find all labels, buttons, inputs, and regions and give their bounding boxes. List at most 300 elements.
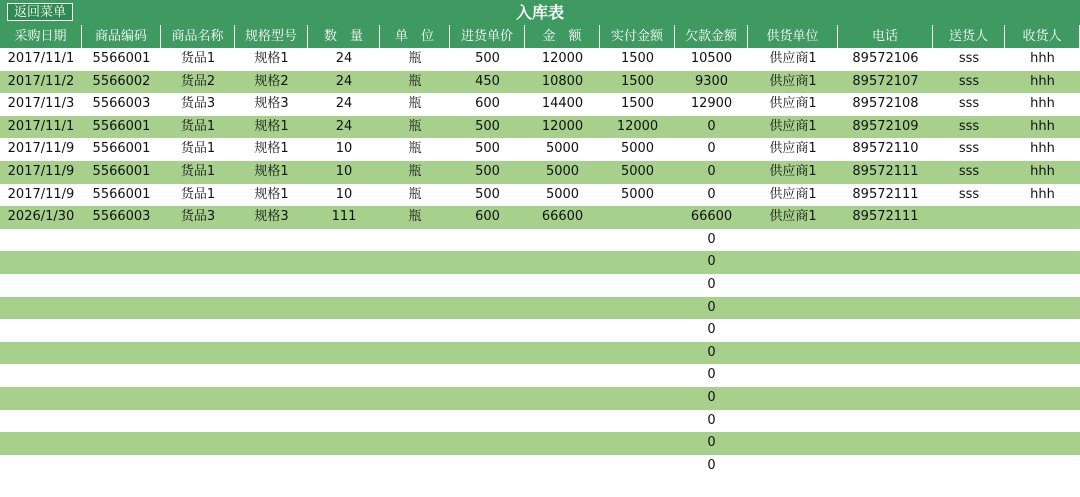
table-cell[interactable] (308, 387, 380, 410)
table-cell[interactable] (1005, 342, 1080, 365)
table-row (0, 251, 1080, 274)
table-cell[interactable] (525, 274, 600, 297)
table-cell[interactable]: 14400 (541, 96, 584, 112)
table-cell[interactable] (1005, 274, 1080, 297)
table-cell[interactable] (600, 319, 675, 342)
table-cell[interactable] (308, 432, 380, 455)
table-cell[interactable]: hhh (1030, 163, 1055, 179)
table-cell[interactable] (838, 297, 933, 320)
table-cell[interactable] (600, 274, 675, 297)
table-cell[interactable] (235, 387, 308, 410)
table-cell[interactable] (161, 410, 235, 433)
table-cell[interactable] (308, 319, 380, 342)
table-cell[interactable]: 24 (335, 51, 353, 66)
table-cell[interactable]: 0 (707, 412, 716, 428)
table-cell[interactable]: 500 (475, 141, 500, 157)
table-cell[interactable] (380, 229, 450, 252)
table-cell[interactable] (82, 297, 161, 320)
table-cell[interactable]: sss (958, 141, 980, 157)
table-cell[interactable] (308, 342, 380, 365)
table-cell[interactable]: 0 (707, 435, 716, 451)
table-cell[interactable]: 2017/11/2 (7, 73, 75, 89)
column-header[interactable]: 规格型号 (235, 25, 308, 48)
table-cell[interactable] (838, 364, 933, 387)
table-cell[interactable]: 瓶 (408, 118, 422, 134)
table-cell[interactable] (600, 455, 675, 478)
table-cell[interactable] (525, 297, 600, 320)
table-cell[interactable]: 500 (475, 186, 500, 202)
table-cell[interactable] (450, 387, 525, 410)
table-cell[interactable]: 5000 (545, 163, 580, 179)
table-cell[interactable]: 瓶 (408, 209, 422, 225)
column-header[interactable]: 单 位 (380, 25, 450, 48)
table-cell[interactable] (838, 387, 933, 410)
table-cell[interactable] (308, 455, 380, 478)
table-cell[interactable]: 0 (707, 367, 716, 383)
table-cell[interactable] (0, 274, 82, 297)
table-row (0, 432, 1080, 455)
table-cell[interactable] (1005, 364, 1080, 387)
table-cell[interactable] (235, 251, 308, 274)
table-cell[interactable] (838, 342, 933, 365)
table-cell[interactable]: 0 (707, 457, 716, 473)
table-cell[interactable]: 12000 (541, 118, 584, 134)
table-cell[interactable]: 货品3 (180, 209, 216, 225)
table-cell[interactable] (0, 387, 82, 410)
table-cell[interactable]: 供应商1 (769, 51, 817, 66)
table-cell[interactable]: 5000 (545, 186, 580, 202)
table-header (0, 25, 1080, 48)
table-cell[interactable]: sss (958, 73, 980, 89)
table-row (0, 48, 1080, 71)
table-cell[interactable] (82, 432, 161, 455)
table-cell[interactable] (308, 410, 380, 433)
table-cell[interactable] (1005, 410, 1080, 433)
table-cell[interactable]: 0 (707, 344, 716, 360)
table-cell[interactable]: 500 (475, 118, 500, 134)
table-cell[interactable]: 供应商1 (769, 209, 817, 225)
table-cell[interactable] (380, 297, 450, 320)
table-cell[interactable]: 89572111 (852, 186, 919, 202)
table-cell[interactable] (380, 251, 450, 274)
column-header[interactable]: 收货人 (1005, 25, 1080, 48)
table-cell[interactable]: hhh (1030, 141, 1055, 157)
table-cell[interactable]: 瓶 (408, 163, 422, 179)
table-cell[interactable] (235, 342, 308, 365)
table-cell[interactable]: 5566001 (92, 186, 151, 202)
table-cell[interactable] (0, 342, 82, 365)
table-cell[interactable]: 12000 (541, 51, 584, 66)
table-cell[interactable]: 瓶 (408, 96, 422, 112)
table-cell[interactable] (0, 410, 82, 433)
table-cell[interactable]: 2026/1/30 (7, 209, 75, 225)
table-cell[interactable]: 0 (707, 141, 716, 157)
table-cell[interactable]: 5566002 (92, 73, 151, 89)
table-cell[interactable]: 2017/11/1 (7, 118, 75, 134)
table-cell[interactable] (82, 229, 161, 252)
table-cell[interactable]: 0 (707, 186, 716, 202)
table-cell[interactable]: sss (958, 96, 980, 112)
table-cell[interactable] (838, 251, 933, 274)
table-cell[interactable] (600, 251, 675, 274)
table-cell[interactable]: 5566003 (92, 96, 151, 112)
table-cell[interactable]: hhh (1030, 96, 1055, 112)
table-cell[interactable] (933, 229, 1005, 252)
table-row (0, 138, 1080, 161)
table-cell[interactable] (933, 364, 1005, 387)
table-cell[interactable] (933, 410, 1005, 433)
table-row (0, 116, 1080, 139)
table-cell[interactable] (0, 319, 82, 342)
table-row (0, 364, 1080, 387)
table-row (0, 455, 1080, 478)
table-cell[interactable]: 9300 (694, 73, 729, 89)
table-cell[interactable]: 600 (475, 209, 500, 225)
table-cell[interactable] (0, 251, 82, 274)
table-cell[interactable]: 5566001 (92, 51, 151, 66)
table-row (0, 71, 1080, 94)
table-cell[interactable] (838, 274, 933, 297)
table-cell[interactable] (600, 297, 675, 320)
column-header[interactable]: 数 量 (308, 25, 380, 48)
table-cell[interactable] (161, 319, 235, 342)
table-cell[interactable] (1005, 229, 1080, 252)
table-cell[interactable] (933, 455, 1005, 478)
table-cell[interactable]: 货品1 (180, 141, 216, 157)
table-cell[interactable]: sss (958, 51, 980, 66)
table-cell[interactable] (748, 432, 838, 455)
table-cell[interactable]: 66600 (541, 209, 584, 225)
table-cell[interactable]: 1500 (620, 96, 655, 112)
table-cell[interactable] (450, 342, 525, 365)
column-header[interactable]: 送货人 (933, 25, 1005, 48)
table-cell[interactable] (748, 387, 838, 410)
table-cell[interactable] (838, 229, 933, 252)
table-cell[interactable]: 0 (707, 254, 716, 270)
table-cell[interactable]: 供应商1 (769, 163, 817, 179)
table-cell[interactable] (82, 251, 161, 274)
table-cell[interactable]: 24 (335, 96, 353, 112)
table-cell[interactable]: 111 (331, 209, 357, 225)
table-cell[interactable]: 2017/11/3 (7, 96, 75, 112)
table-cell[interactable]: 规格3 (254, 96, 289, 112)
table-cell[interactable] (308, 251, 380, 274)
table-cell[interactable] (525, 410, 600, 433)
table-cell[interactable]: 供应商1 (769, 96, 817, 112)
table-cell[interactable] (525, 432, 600, 455)
table-cell[interactable]: 瓶 (408, 141, 422, 157)
table-cell[interactable]: hhh (1030, 186, 1055, 202)
table-cell[interactable]: 5000 (620, 141, 655, 157)
table-cell[interactable]: 0 (707, 299, 716, 315)
table-cell[interactable]: 500 (475, 51, 500, 66)
table-cell[interactable]: 供应商1 (769, 141, 817, 157)
table-cell[interactable] (450, 455, 525, 478)
table-cell[interactable] (933, 297, 1005, 320)
table-cell[interactable] (235, 364, 308, 387)
table-cell[interactable] (450, 274, 525, 297)
table-cell[interactable] (161, 342, 235, 365)
table-cell[interactable]: 0 (707, 322, 716, 338)
table-cell[interactable] (235, 455, 308, 478)
table-cell[interactable] (525, 342, 600, 365)
table-cell[interactable] (308, 274, 380, 297)
table-cell[interactable]: 瓶 (408, 51, 422, 66)
table-cell[interactable] (308, 364, 380, 387)
table-cell[interactable] (1005, 319, 1080, 342)
sheet-title: 入库表 (515, 3, 564, 22)
table-cell[interactable]: 24 (335, 118, 353, 134)
table-cell[interactable] (838, 432, 933, 455)
table-cell[interactable]: 5000 (620, 186, 655, 202)
table-cell[interactable] (933, 387, 1005, 410)
table-cell[interactable] (235, 432, 308, 455)
table-cell[interactable] (82, 364, 161, 387)
table-cell[interactable] (933, 206, 1005, 229)
table-cell[interactable] (82, 387, 161, 410)
table-cell[interactable]: 瓶 (408, 73, 422, 89)
table-cell[interactable]: sss (958, 186, 980, 202)
table-cell[interactable]: 12000 (616, 118, 659, 134)
table-cell[interactable] (450, 364, 525, 387)
table-cell[interactable] (600, 387, 675, 410)
table-cell[interactable]: 10 (335, 186, 353, 202)
table-cell[interactable] (161, 455, 235, 478)
table-cell[interactable] (1005, 387, 1080, 410)
column-header[interactable]: 商品名称 (161, 25, 235, 48)
table-cell[interactable]: 2017/11/9 (7, 141, 75, 157)
table-cell[interactable] (308, 229, 380, 252)
table-cell[interactable] (600, 364, 675, 387)
table-row (0, 184, 1080, 207)
table-cell[interactable]: 0 (707, 276, 716, 292)
table-cell[interactable]: 10800 (541, 73, 584, 89)
table-cell[interactable] (82, 342, 161, 365)
table-cell[interactable] (748, 364, 838, 387)
column-header[interactable]: 采购日期 (0, 25, 82, 48)
table-cell[interactable] (1005, 455, 1080, 478)
table-cell[interactable]: 2017/11/1 (7, 51, 75, 66)
table-cell[interactable]: 0 (707, 118, 716, 134)
table-cell[interactable]: sss (958, 118, 980, 134)
table-row (0, 93, 1080, 116)
table-cell[interactable]: 10 (335, 141, 353, 157)
table-cell[interactable] (748, 251, 838, 274)
table-cell[interactable] (0, 432, 82, 455)
table-cell[interactable] (748, 229, 838, 252)
table-cell[interactable]: 10 (335, 163, 353, 179)
table-cell[interactable]: 89572107 (852, 73, 919, 89)
table-cell[interactable] (600, 229, 675, 252)
table-body (0, 48, 1080, 477)
table-cell[interactable]: sss (958, 163, 980, 179)
table-row (0, 297, 1080, 320)
table-cell[interactable] (82, 410, 161, 433)
table-row (0, 161, 1080, 184)
table-cell[interactable] (82, 455, 161, 478)
table-cell[interactable]: 瓶 (408, 186, 422, 202)
table-cell[interactable] (380, 364, 450, 387)
table-cell[interactable] (161, 229, 235, 252)
table-row (0, 410, 1080, 433)
column-header[interactable]: 欠款金额 (675, 25, 748, 48)
table-cell[interactable]: 0 (707, 231, 716, 247)
table-cell[interactable]: 规格2 (254, 73, 289, 89)
table-cell[interactable]: 规格1 (254, 118, 289, 134)
table-cell[interactable] (235, 297, 308, 320)
table-cell[interactable]: 供应商1 (769, 73, 817, 89)
table-cell[interactable] (308, 297, 380, 320)
table-cell[interactable]: 89572110 (852, 141, 919, 157)
table-cell[interactable] (450, 297, 525, 320)
table-cell[interactable] (235, 410, 308, 433)
table-cell[interactable]: 500 (475, 163, 500, 179)
table-cell[interactable] (161, 387, 235, 410)
table-cell[interactable] (380, 432, 450, 455)
table-cell[interactable]: 1500 (620, 73, 655, 89)
table-cell[interactable] (933, 274, 1005, 297)
table-cell[interactable]: 2017/11/9 (7, 163, 75, 179)
back-to-menu-button[interactable]: 返回菜单 (7, 3, 73, 21)
table-cell[interactable] (1005, 297, 1080, 320)
table-cell[interactable] (380, 455, 450, 478)
table-cell[interactable]: 货品1 (180, 163, 216, 179)
column-header[interactable]: 金 额 (525, 25, 600, 48)
table-row (0, 206, 1080, 229)
table-cell[interactable]: 0 (707, 163, 716, 179)
table-cell[interactable] (82, 319, 161, 342)
table-cell[interactable]: 89572106 (852, 51, 919, 66)
table-cell[interactable] (161, 251, 235, 274)
table-cell[interactable] (600, 410, 675, 433)
table-cell[interactable]: 规格1 (254, 51, 289, 66)
table-cell[interactable] (600, 342, 675, 365)
table-cell[interactable] (450, 410, 525, 433)
table-cell[interactable] (161, 274, 235, 297)
table-cell[interactable] (525, 251, 600, 274)
table-cell[interactable] (450, 229, 525, 252)
table-cell[interactable] (380, 387, 450, 410)
table-cell[interactable] (600, 206, 675, 229)
table-cell[interactable] (161, 364, 235, 387)
table-cell[interactable]: 5000 (545, 141, 580, 157)
table-cell[interactable]: 货品2 (180, 73, 216, 89)
table-cell[interactable]: 货品1 (180, 118, 216, 134)
table-cell[interactable]: 89572111 (852, 163, 919, 179)
table-cell[interactable] (0, 455, 82, 478)
table-cell[interactable] (235, 274, 308, 297)
table-cell[interactable] (748, 274, 838, 297)
table-cell[interactable] (933, 432, 1005, 455)
table-cell[interactable]: 货品1 (180, 51, 216, 66)
table-cell[interactable]: 600 (475, 96, 500, 112)
column-header[interactable]: 实付金额 (600, 25, 675, 48)
table-cell[interactable]: 规格3 (254, 209, 289, 225)
table-cell[interactable] (235, 229, 308, 252)
table-cell[interactable] (933, 251, 1005, 274)
table-cell[interactable]: 5566003 (92, 209, 151, 225)
table-cell[interactable]: hhh (1030, 118, 1055, 134)
table-cell[interactable] (525, 229, 600, 252)
table-cell[interactable] (525, 364, 600, 387)
table-cell[interactable] (748, 342, 838, 365)
table-cell[interactable]: 规格1 (254, 163, 289, 179)
table-cell[interactable]: hhh (1030, 51, 1055, 66)
table-cell[interactable] (933, 319, 1005, 342)
table-cell[interactable] (161, 297, 235, 320)
table-cell[interactable] (933, 342, 1005, 365)
table-cell[interactable] (0, 297, 82, 320)
table-cell[interactable] (1005, 432, 1080, 455)
table-cell[interactable] (600, 432, 675, 455)
table-cell[interactable]: 5566001 (92, 118, 151, 134)
table-row (0, 319, 1080, 342)
table-cell[interactable] (525, 319, 600, 342)
table-cell[interactable] (0, 364, 82, 387)
table-cell[interactable] (380, 319, 450, 342)
table-cell[interactable] (838, 319, 933, 342)
table-cell[interactable]: 2017/11/9 (7, 186, 75, 202)
table-cell[interactable]: 89572108 (852, 96, 919, 112)
column-header[interactable]: 商品编码 (82, 25, 161, 48)
table-cell[interactable]: 89572109 (852, 118, 919, 134)
table-cell[interactable]: 5000 (620, 163, 655, 179)
table-cell[interactable] (748, 455, 838, 478)
table-cell[interactable]: hhh (1030, 73, 1055, 89)
column-header[interactable]: 进货单价 (450, 25, 525, 48)
table-cell[interactable] (450, 251, 525, 274)
table-cell[interactable] (1005, 251, 1080, 274)
table-cell[interactable] (380, 274, 450, 297)
table-cell[interactable]: 0 (707, 389, 716, 405)
table-cell[interactable]: 货品3 (180, 96, 216, 112)
table-cell[interactable] (380, 410, 450, 433)
table-cell[interactable]: 货品1 (180, 186, 216, 202)
table-cell[interactable] (82, 274, 161, 297)
table-cell[interactable] (450, 319, 525, 342)
table-cell[interactable]: 供应商1 (769, 186, 817, 202)
table-row (0, 387, 1080, 410)
table-cell[interactable]: 450 (475, 73, 500, 89)
table-cell[interactable] (838, 410, 933, 433)
table-cell[interactable]: 24 (335, 73, 353, 89)
table-cell[interactable]: 66600 (690, 209, 733, 225)
table-cell[interactable] (380, 342, 450, 365)
table-cell[interactable]: 12900 (690, 96, 733, 112)
table-cell[interactable] (525, 455, 600, 478)
column-header[interactable]: 供货单位 (748, 25, 838, 48)
table-cell[interactable] (525, 387, 600, 410)
table-cell[interactable] (235, 319, 308, 342)
table-cell[interactable]: 10500 (690, 51, 733, 66)
table-cell[interactable]: 5566001 (92, 141, 151, 157)
table-cell[interactable] (0, 229, 82, 252)
table-cell[interactable] (161, 432, 235, 455)
table-cell[interactable] (1005, 206, 1080, 229)
table-cell[interactable] (748, 297, 838, 320)
table-cell[interactable]: 89572111 (852, 209, 919, 225)
table-cell[interactable]: 供应商1 (769, 118, 817, 134)
table-cell[interactable]: 1500 (620, 51, 655, 66)
table-cell[interactable] (838, 455, 933, 478)
table-cell[interactable]: 规格1 (254, 141, 289, 157)
table-cell[interactable]: 5566001 (92, 163, 151, 179)
table-cell[interactable] (748, 319, 838, 342)
table-cell[interactable] (748, 410, 838, 433)
table-cell[interactable]: 规格1 (254, 186, 289, 202)
column-header[interactable]: 电话 (838, 25, 933, 48)
table-cell[interactable] (450, 432, 525, 455)
